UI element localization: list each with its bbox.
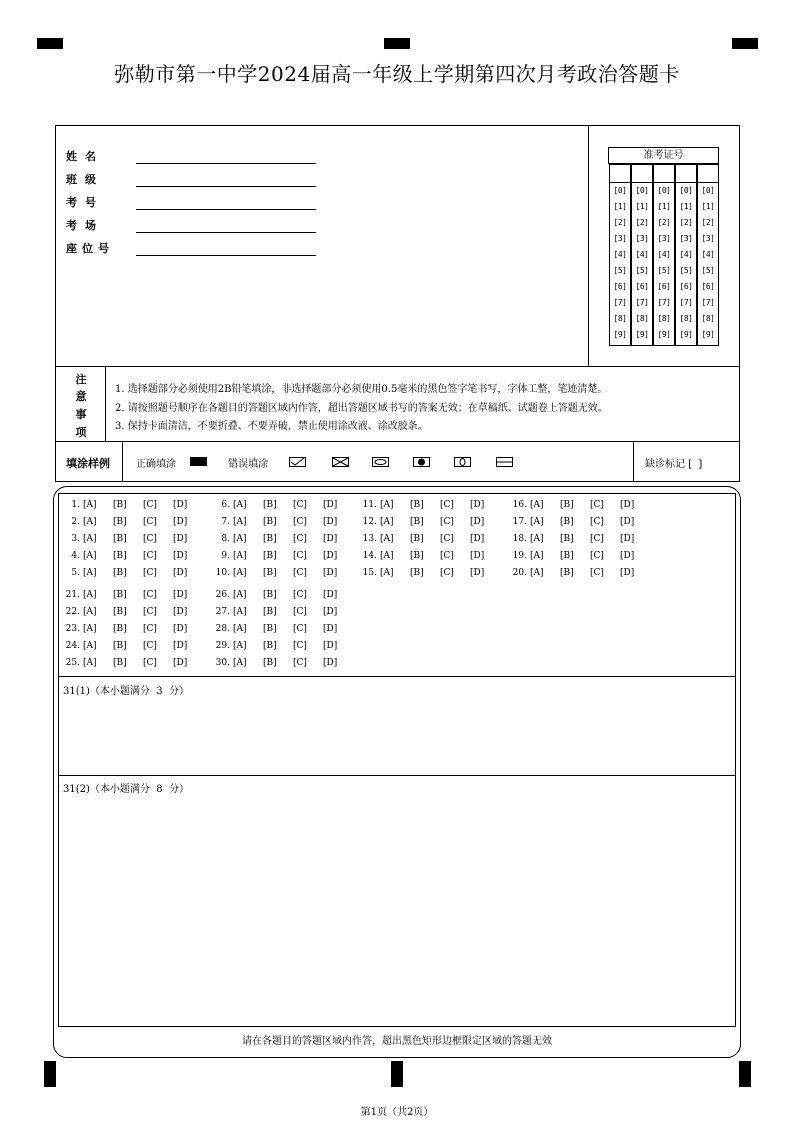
question-row [60, 641, 203, 651]
notice-item-1: 1. 选择题部分必须使用2B铅笔填涂，非选择题部分必须使用0.5毫米的黑色签字笔书写，字体工整，笔迹清楚。 [115, 384, 608, 395]
page-number: 第1页（共2页） [360, 1107, 434, 1118]
question-row [507, 568, 650, 578]
answer-bubble[interactable]: [A] [83, 607, 97, 617]
answer-bubble[interactable]: [A] [530, 500, 544, 510]
question-row [60, 517, 203, 527]
answer-bubble[interactable]: [C] [293, 568, 307, 578]
answer-bubble[interactable]: [A] [233, 534, 247, 544]
q31-1-title: 31(1)（本小题满分 3 分） [63, 686, 189, 697]
answer-bubble[interactable]: [D] [323, 607, 338, 617]
answer-bubble[interactable]: [C] [293, 607, 307, 617]
question-number: 6. [221, 500, 230, 510]
answer-bubble[interactable]: [D] [173, 607, 188, 617]
answer-bubble[interactable]: [C] [590, 500, 604, 510]
answer-bubble[interactable]: [B] [113, 624, 127, 634]
answer-bubble[interactable]: [D] [470, 534, 485, 544]
answer-bubble[interactable]: [B] [263, 517, 277, 527]
question-number: 29. [215, 641, 230, 651]
ticket-digit-bubble[interactable]: [0] [613, 186, 627, 195]
answer-bubble[interactable]: [B] [560, 551, 574, 561]
ticket-digit-bubble[interactable]: [6] [635, 282, 649, 291]
ticket-digit-bubble[interactable]: [4] [613, 250, 627, 259]
question-row [210, 658, 353, 668]
answer-bubble[interactable]: [D] [173, 500, 188, 510]
ticket-digit-bubble[interactable]: [8] [679, 314, 693, 323]
answer-bubble[interactable]: [D] [470, 568, 485, 578]
question-row [210, 517, 353, 527]
answer-bubble[interactable]: [C] [143, 500, 157, 510]
question-row [210, 641, 353, 651]
answer-bubble[interactable]: [A] [83, 517, 97, 527]
ticket-digit-bubble[interactable]: [9] [701, 330, 715, 339]
answer-bubble[interactable]: [B] [113, 641, 127, 651]
check-mark-icon [289, 457, 306, 467]
question-number: 11. [362, 500, 377, 510]
dot-icon [413, 457, 430, 467]
answer-bubble[interactable]: [A] [83, 658, 97, 668]
ticket-column [631, 164, 653, 346]
answer-bubble[interactable]: [D] [620, 534, 635, 544]
notice-label-divider [105, 366, 106, 442]
ticket-digit-bubble[interactable]: [5] [657, 266, 671, 275]
answer-bubble[interactable]: [D] [173, 590, 188, 600]
question-number: 30. [215, 658, 230, 668]
footer-note: 请在各题目的答题区域内作答，超出黑色矩形边框限定区域的答题无效 [242, 1036, 552, 1047]
question-number: 19. [512, 551, 527, 561]
answer-bubble[interactable]: [C] [293, 641, 307, 651]
answer-bubble[interactable]: [D] [323, 517, 338, 527]
answer-bubble[interactable]: [B] [263, 641, 277, 651]
question-number: 14. [362, 551, 377, 561]
ticket-column [609, 164, 631, 346]
ticket-digit-bubble[interactable]: [3] [613, 234, 627, 243]
answer-bubble[interactable]: [A] [380, 551, 394, 561]
notice-label-1: 注 [75, 373, 87, 386]
answer-bubble[interactable]: [C] [440, 534, 454, 544]
answer-bubble[interactable]: [D] [173, 624, 188, 634]
answer-bubble[interactable]: [A] [83, 568, 97, 578]
ticket-digit-bubble[interactable]: [0] [701, 186, 715, 195]
answer-bubble[interactable]: [D] [323, 590, 338, 600]
answer-bubble[interactable]: [A] [83, 534, 97, 544]
ticket-digit-bubble[interactable]: [2] [657, 218, 671, 227]
answer-bubble[interactable]: [A] [530, 568, 544, 578]
exam-number-field[interactable] [136, 209, 316, 210]
question-row [210, 568, 353, 578]
ticket-digit-entry[interactable] [610, 165, 630, 183]
question-number: 15. [362, 568, 377, 578]
ticket-digit-bubble[interactable]: [4] [701, 250, 715, 259]
answer-bubble[interactable]: [D] [323, 534, 338, 544]
answer-bubble[interactable]: [D] [470, 500, 485, 510]
ticket-digit-bubble[interactable]: [4] [635, 250, 649, 259]
ticket-digit-bubble[interactable]: [2] [679, 218, 693, 227]
correct-fill-icon [190, 457, 207, 466]
notice-label-4: 项 [75, 426, 87, 439]
question-number: 1. [71, 500, 80, 510]
absent-mark-label[interactable]: 缺诊标记 [ ] [645, 459, 703, 470]
answer-bubble[interactable]: [A] [83, 641, 97, 651]
question-row [357, 500, 500, 510]
name-field[interactable] [136, 163, 316, 164]
class-field[interactable] [136, 186, 316, 187]
answer-bubble[interactable]: [B] [410, 500, 424, 510]
exam-number-label: 考号 [66, 196, 104, 209]
ticket-digit-bubble[interactable]: [9] [657, 330, 671, 339]
answer-bubble[interactable]: [B] [113, 534, 127, 544]
answer-bubble[interactable]: [C] [293, 534, 307, 544]
sample-label: 填涂样例 [66, 457, 110, 470]
q31-2-answer-box[interactable] [58, 775, 736, 1027]
answer-bubble[interactable]: [B] [263, 607, 277, 617]
answer-bubble[interactable]: [D] [173, 551, 188, 561]
ticket-digit-bubble[interactable]: [5] [635, 266, 649, 275]
question-row [357, 517, 500, 527]
answer-bubble[interactable]: [A] [233, 500, 247, 510]
ticket-digit-entry[interactable] [632, 165, 652, 183]
ticket-column [653, 164, 675, 346]
question-number: 16. [512, 500, 527, 510]
ticket-number-title: 准考证号 [608, 147, 719, 164]
question-number: 25. [65, 658, 80, 668]
answer-bubble[interactable]: [B] [560, 534, 574, 544]
answer-bubble[interactable]: [D] [173, 517, 188, 527]
cross-mark-icon [332, 457, 349, 467]
ticket-digit-bubble[interactable]: [5] [701, 266, 715, 275]
ticket-digit-bubble[interactable]: [2] [635, 218, 649, 227]
answer-bubble[interactable]: [C] [143, 517, 157, 527]
question-number: 9. [221, 551, 230, 561]
question-row [357, 551, 500, 561]
answer-bubble[interactable]: [B] [263, 590, 277, 600]
ellipse-icon [372, 457, 389, 467]
answer-bubble[interactable]: [B] [410, 551, 424, 561]
answer-bubble[interactable]: [C] [590, 534, 604, 544]
answer-bubble[interactable]: [C] [293, 590, 307, 600]
ticket-digit-bubble[interactable]: [1] [701, 202, 715, 211]
answer-bubble[interactable]: [B] [560, 568, 574, 578]
registration-mark-bottom-right [739, 1061, 751, 1087]
question-row [210, 607, 353, 617]
question-row [60, 568, 203, 578]
answer-bubble[interactable]: [C] [143, 534, 157, 544]
ticket-digit-bubble[interactable]: [9] [635, 330, 649, 339]
question-row [357, 534, 500, 544]
question-row [357, 568, 500, 578]
answer-bubble[interactable]: [A] [233, 624, 247, 634]
name-label: 姓名 [66, 150, 104, 163]
ticket-digit-bubble[interactable]: [7] [613, 298, 627, 307]
question-row [210, 534, 353, 544]
header-vertical-divider [588, 125, 589, 367]
registration-mark-bottom-center [391, 1061, 403, 1087]
answer-bubble[interactable]: [B] [263, 568, 277, 578]
ticket-digit-bubble[interactable]: [7] [635, 298, 649, 307]
absent-divider [633, 441, 634, 482]
ticket-digit-bubble[interactable]: [7] [701, 298, 715, 307]
answer-bubble[interactable]: [C] [440, 500, 454, 510]
question-number: 21. [65, 590, 80, 600]
ticket-digit-bubble[interactable]: [3] [701, 234, 715, 243]
question-number: 24. [65, 641, 80, 651]
question-number: 7. [221, 517, 230, 527]
question-number: 27. [215, 607, 230, 617]
answer-bubble[interactable]: [B] [560, 517, 574, 527]
answer-bubble[interactable]: [B] [410, 517, 424, 527]
answer-bubble[interactable]: [C] [440, 551, 454, 561]
ticket-digit-bubble[interactable]: [0] [657, 186, 671, 195]
answer-bubble[interactable]: [C] [293, 517, 307, 527]
ticket-digit-bubble[interactable]: [0] [679, 186, 693, 195]
answer-bubble[interactable]: [D] [620, 517, 635, 527]
ticket-column [675, 164, 697, 346]
page-title: 弥勒市第一中学2024届高一年级上学期第四次月考政治答题卡 [114, 62, 680, 86]
answer-bubble[interactable]: [B] [263, 534, 277, 544]
answer-bubble[interactable]: [C] [143, 607, 157, 617]
answer-bubble[interactable]: [A] [233, 568, 247, 578]
answer-bubble[interactable]: [A] [83, 500, 97, 510]
question-number: 3. [71, 534, 80, 544]
sample-correct-label: 正确填涂 [136, 459, 176, 470]
registration-mark-top-center [384, 38, 410, 49]
answer-bubble[interactable]: [B] [263, 551, 277, 561]
answer-bubble[interactable]: [D] [620, 568, 635, 578]
ticket-digit-bubble[interactable]: [8] [657, 314, 671, 323]
ticket-digit-bubble[interactable]: [6] [657, 282, 671, 291]
question-number: 20. [512, 568, 527, 578]
exam-room-field[interactable] [136, 232, 316, 233]
answer-bubble[interactable]: [B] [410, 568, 424, 578]
answer-bubble[interactable]: [C] [143, 658, 157, 668]
notice-label-2: 意 [75, 390, 87, 403]
answer-bubble[interactable]: [A] [233, 551, 247, 561]
answer-bubble[interactable]: [C] [143, 568, 157, 578]
question-row [60, 624, 203, 634]
ticket-digit-bubble[interactable]: [1] [657, 202, 671, 211]
question-row [60, 590, 203, 600]
answer-bubble[interactable]: [A] [233, 658, 247, 668]
seat-number-field[interactable] [136, 255, 316, 256]
question-row [210, 590, 353, 600]
answer-bubble[interactable]: [A] [233, 517, 247, 527]
answer-bubble[interactable]: [C] [293, 658, 307, 668]
notice-bottom-divider [55, 441, 740, 442]
zero-icon [454, 457, 471, 467]
answer-bubble[interactable]: [A] [380, 568, 394, 578]
question-number: 10. [215, 568, 230, 578]
answer-bubble[interactable]: [C] [293, 500, 307, 510]
answer-bubble[interactable]: [D] [323, 624, 338, 634]
answer-bubble[interactable]: [B] [263, 658, 277, 668]
q31-2-title: 31(2)（本小题满分 8 分） [63, 784, 189, 795]
seat-number-label: 座位号 [66, 242, 114, 255]
question-number: 2. [71, 517, 80, 527]
answer-bubble[interactable]: [A] [83, 590, 97, 600]
answer-bubble[interactable]: [D] [173, 641, 188, 651]
answer-bubble[interactable]: [C] [293, 624, 307, 634]
answer-bubble[interactable]: [B] [113, 551, 127, 561]
answer-bubble[interactable]: [C] [590, 517, 604, 527]
ticket-digit-bubble[interactable]: [2] [701, 218, 715, 227]
registration-mark-top-left [37, 38, 63, 49]
answer-bubble[interactable]: [B] [263, 624, 277, 634]
answer-bubble[interactable]: [D] [620, 551, 635, 561]
answer-bubble[interactable]: [D] [323, 658, 338, 668]
ticket-digit-bubble[interactable]: [3] [657, 234, 671, 243]
answer-bubble[interactable]: [B] [113, 500, 127, 510]
answer-bubble[interactable]: [B] [560, 500, 574, 510]
question-number: 26. [215, 590, 230, 600]
answer-bubble[interactable]: [C] [590, 551, 604, 561]
question-number: 4. [71, 551, 80, 561]
ticket-digit-bubble[interactable]: [4] [679, 250, 693, 259]
ticket-digit-bubble[interactable]: [0] [635, 186, 649, 195]
registration-mark-bottom-left [44, 1061, 56, 1087]
answer-bubble[interactable]: [D] [323, 568, 338, 578]
question-row [507, 517, 650, 527]
answer-bubble[interactable]: [A] [380, 500, 394, 510]
ticket-digit-bubble[interactable]: [3] [679, 234, 693, 243]
sample-label-divider [122, 441, 123, 482]
answer-bubble[interactable]: [D] [470, 551, 485, 561]
question-row [60, 607, 203, 617]
answer-bubble[interactable]: [C] [143, 624, 157, 634]
ticket-digit-bubble[interactable]: [9] [679, 330, 693, 339]
ticket-digit-bubble[interactable]: [5] [679, 266, 693, 275]
notice-label-3: 事 [75, 408, 87, 421]
ticket-digit-entry[interactable] [676, 165, 696, 183]
notice-item-2: 2. 请按照题号顺序在各题目的答题区域内作答，超出答题区域书写的答案无效；在草稿纸、试题卷上答题无效。 [115, 403, 608, 414]
ticket-digit-bubble[interactable]: [7] [657, 298, 671, 307]
ticket-digit-bubble[interactable]: [9] [613, 330, 627, 339]
answer-bubble[interactable]: [D] [620, 500, 635, 510]
notice-top-divider [55, 366, 740, 367]
answer-bubble[interactable]: [D] [323, 641, 338, 651]
answer-bubble[interactable]: [A] [530, 551, 544, 561]
ticket-digit-bubble[interactable]: [8] [701, 314, 715, 323]
registration-mark-top-right [732, 38, 758, 49]
exam-room-label: 考场 [66, 219, 104, 232]
dash-icon [496, 457, 513, 467]
answer-bubble[interactable]: [B] [263, 500, 277, 510]
question-number: 28. [215, 624, 230, 634]
answer-bubble[interactable]: [A] [530, 517, 544, 527]
ticket-digit-bubble[interactable]: [4] [657, 250, 671, 259]
question-number: 5. [71, 568, 80, 578]
answer-bubble[interactable]: [D] [173, 534, 188, 544]
answer-bubble[interactable]: [A] [233, 590, 247, 600]
answer-bubble[interactable]: [A] [83, 624, 97, 634]
ticket-digit-bubble[interactable]: [8] [613, 314, 627, 323]
question-number: 22. [65, 607, 80, 617]
question-number: 23. [65, 624, 80, 634]
notice-item-3: 3. 保持卡面清洁，不要折叠、不要弄破，禁止使用涂改液、涂改胶条。 [115, 421, 428, 432]
ticket-digit-bubble[interactable]: [1] [679, 202, 693, 211]
sample-wrong-label: 错误填涂 [228, 459, 268, 470]
question-row [507, 551, 650, 561]
answer-bubble[interactable]: [C] [293, 551, 307, 561]
ticket-digit-bubble[interactable]: [6] [613, 282, 627, 291]
ticket-digit-entry[interactable] [698, 165, 718, 183]
question-row [507, 534, 650, 544]
question-row [210, 551, 353, 561]
answer-bubble[interactable]: [C] [440, 517, 454, 527]
ticket-digit-bubble[interactable]: [1] [613, 202, 627, 211]
ticket-digit-bubble[interactable]: [3] [635, 234, 649, 243]
question-row [60, 551, 203, 561]
answer-bubble[interactable]: [A] [380, 517, 394, 527]
question-row [210, 624, 353, 634]
answer-bubble[interactable]: [B] [113, 607, 127, 617]
ticket-digit-bubble[interactable]: [6] [679, 282, 693, 291]
answer-bubble[interactable]: [D] [470, 517, 485, 527]
question-row [60, 534, 203, 544]
question-number: 13. [362, 534, 377, 544]
ticket-digit-bubble[interactable]: [1] [635, 202, 649, 211]
answer-bubble[interactable]: [B] [113, 517, 127, 527]
answer-bubble[interactable]: [D] [323, 500, 338, 510]
answer-bubble[interactable]: [C] [143, 551, 157, 561]
answer-bubble[interactable]: [A] [233, 641, 247, 651]
ticket-digit-bubble[interactable]: [2] [613, 218, 627, 227]
answer-bubble[interactable]: [A] [83, 551, 97, 561]
ticket-digit-bubble[interactable]: [8] [635, 314, 649, 323]
answer-bubble[interactable]: [A] [530, 534, 544, 544]
answer-bubble[interactable]: [B] [410, 534, 424, 544]
answer-bubble[interactable]: [A] [233, 607, 247, 617]
ticket-digit-bubble[interactable]: [7] [679, 298, 693, 307]
question-number: 12. [362, 517, 377, 527]
answer-bubble[interactable]: [D] [173, 658, 188, 668]
question-row [210, 500, 353, 510]
question-row [60, 500, 203, 510]
answer-bubble[interactable]: [D] [173, 568, 188, 578]
ticket-digit-bubble[interactable]: [5] [613, 266, 627, 275]
question-number: 17. [512, 517, 527, 527]
answer-bubble[interactable]: [D] [323, 551, 338, 561]
class-label: 班级 [66, 173, 104, 186]
question-row [60, 658, 203, 668]
question-row [507, 500, 650, 510]
answer-bubble[interactable]: [C] [590, 568, 604, 578]
answer-bubble[interactable]: [C] [143, 641, 157, 651]
question-number: 18. [512, 534, 527, 544]
answer-bubble[interactable]: [A] [380, 534, 394, 544]
answer-bubble[interactable]: [B] [113, 568, 127, 578]
answer-bubble[interactable]: [C] [440, 568, 454, 578]
ticket-digit-bubble[interactable]: [6] [701, 282, 715, 291]
answer-bubble[interactable]: [C] [143, 590, 157, 600]
answer-bubble[interactable]: [B] [113, 590, 127, 600]
ticket-digit-entry[interactable] [654, 165, 674, 183]
ticket-column [697, 164, 719, 346]
answer-bubble[interactable]: [B] [113, 658, 127, 668]
question-number: 8. [221, 534, 230, 544]
